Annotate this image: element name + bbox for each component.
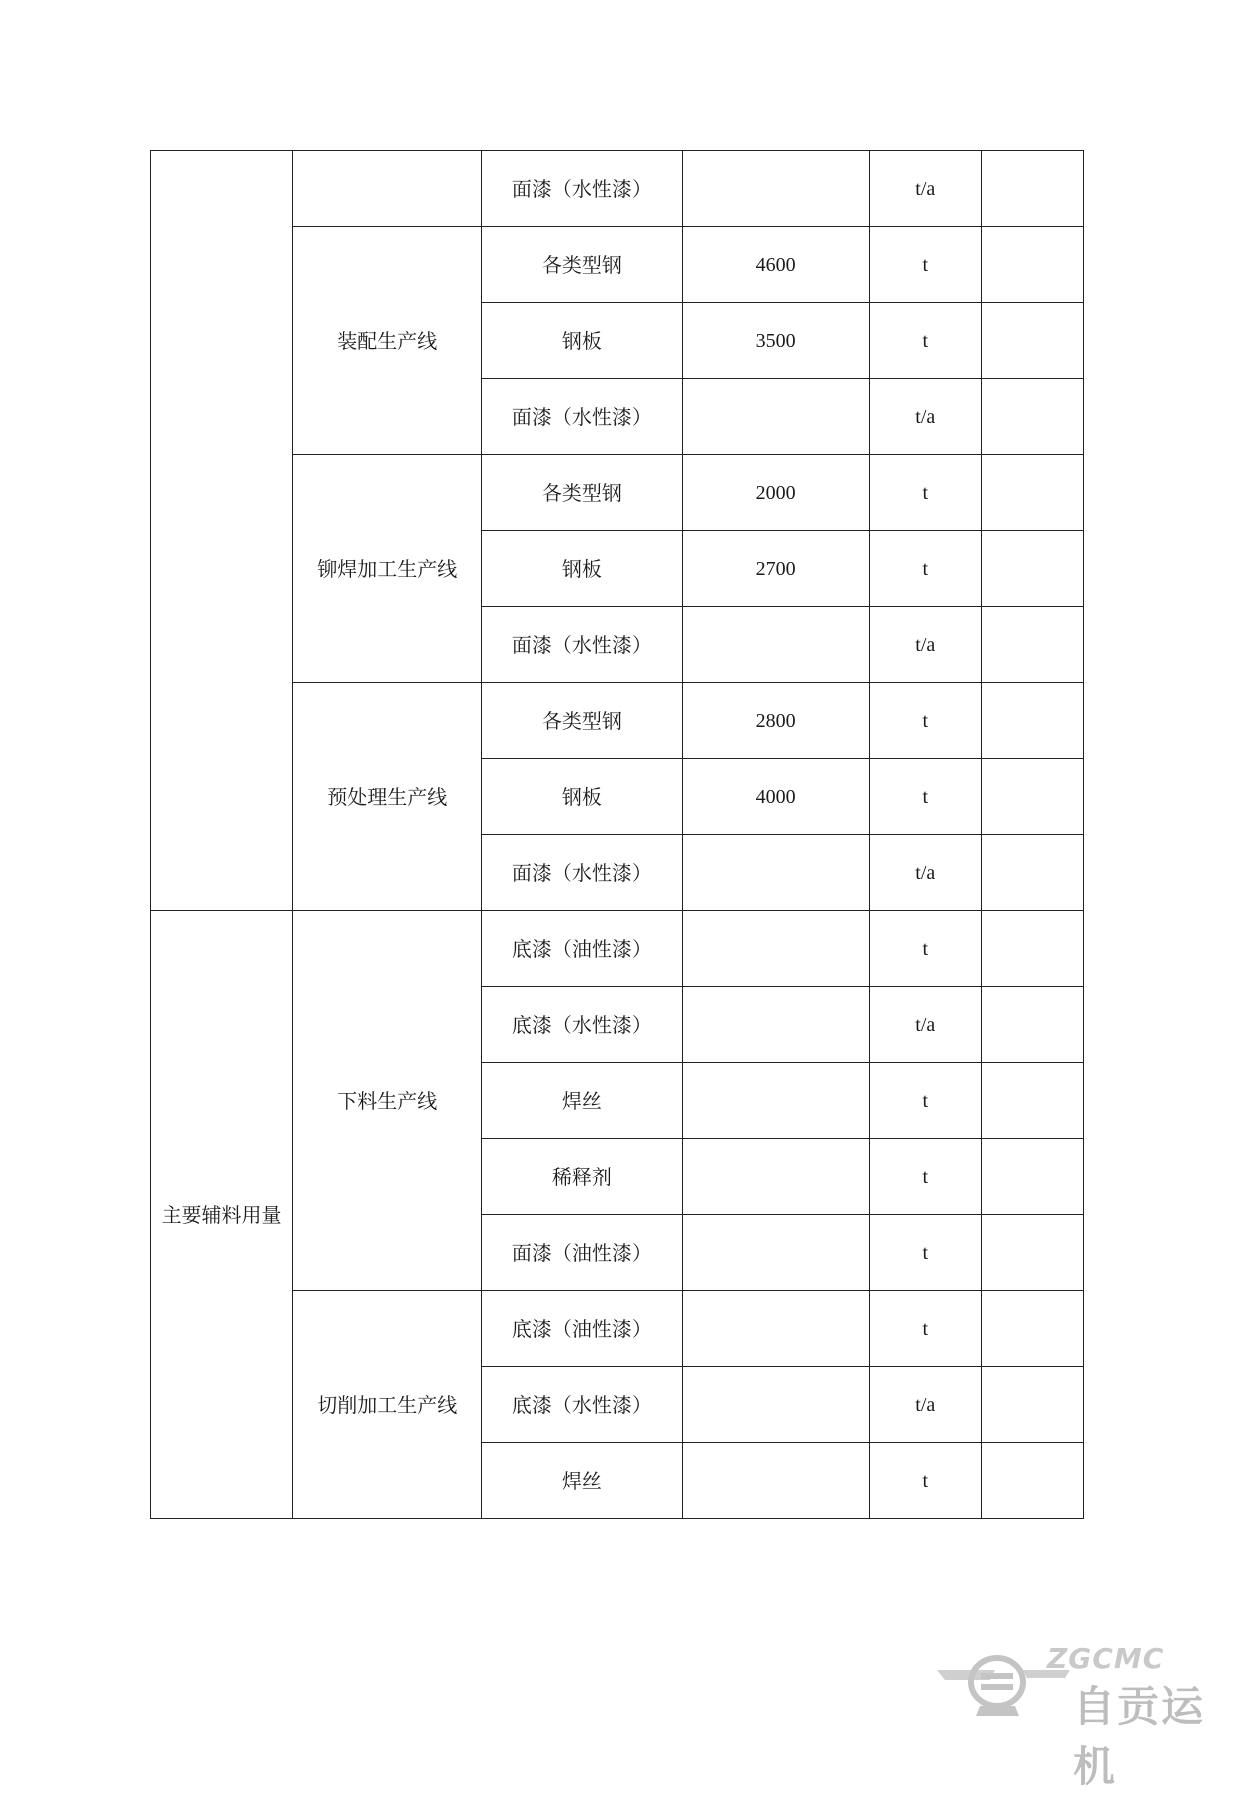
note-cell [981,1443,1083,1519]
item-cell: 焊丝 [482,1063,682,1139]
note-cell [981,1139,1083,1215]
item-cell: 钢板 [482,531,682,607]
qty-cell [682,987,869,1063]
qty-cell [682,911,869,987]
unit-cell: t/a [869,151,981,227]
note-cell [981,1291,1083,1367]
watermark-brand: ZGCMC [1047,1642,1165,1675]
qty-cell [682,1367,869,1443]
watermark [935,1640,1235,1791]
unit-cell: t/a [869,1367,981,1443]
unit-cell: t [869,303,981,379]
note-cell [981,379,1083,455]
note-cell [981,987,1083,1063]
item-cell: 焊丝 [482,1443,682,1519]
item-cell: 面漆（水性漆） [482,835,682,911]
item-cell: 钢板 [482,759,682,835]
line-cell: 切削加工生产线 [293,1291,482,1519]
item-cell: 面漆（水性漆） [482,379,682,455]
note-cell [981,1215,1083,1291]
line-cell: 装配生产线 [293,227,482,455]
qty-cell [682,1443,869,1519]
unit-cell: t [869,531,981,607]
unit-cell: t [869,1291,981,1367]
line-cell [293,151,482,227]
unit-cell: t [869,683,981,759]
unit-cell: t [869,1063,981,1139]
qty-cell: 3500 [682,303,869,379]
note-cell [981,607,1083,683]
note-cell [981,835,1083,911]
item-cell: 底漆（油性漆） [482,911,682,987]
item-cell: 底漆（水性漆） [482,1367,682,1443]
line-cell: 预处理生产线 [293,683,482,911]
unit-cell: t/a [869,379,981,455]
note-cell [981,303,1083,379]
unit-cell: t [869,911,981,987]
unit-cell: t [869,759,981,835]
item-cell: 面漆（油性漆） [482,1215,682,1291]
line-cell: 铆焊加工生产线 [293,455,482,683]
item-cell: 各类型钢 [482,683,682,759]
note-cell [981,455,1083,531]
item-cell: 各类型钢 [482,455,682,531]
note-cell [981,911,1083,987]
unit-cell: t/a [869,987,981,1063]
item-cell: 面漆（水性漆） [482,607,682,683]
table-row [151,151,1084,227]
qty-cell [682,607,869,683]
qty-cell: 2800 [682,683,869,759]
unit-cell: t [869,1139,981,1215]
item-cell: 稀释剂 [482,1139,682,1215]
item-cell: 底漆（水性漆） [482,987,682,1063]
qty-cell: 2000 [682,455,869,531]
qty-cell [682,151,869,227]
watermark-name: 自贡运机 [1073,1682,1206,1791]
materials-table [150,150,1084,1519]
item-cell: 面漆（水性漆） [482,151,682,227]
note-cell [981,151,1083,227]
qty-cell [682,835,869,911]
table-row [151,911,1084,987]
qty-cell [682,1215,869,1291]
item-cell: 各类型钢 [482,227,682,303]
qty-cell [682,1139,869,1215]
note-cell [981,1063,1083,1139]
note-cell [981,759,1083,835]
unit-cell: t [869,455,981,531]
qty-cell: 4000 [682,759,869,835]
line-cell: 下料生产线 [293,911,482,1291]
unit-cell: t/a [869,607,981,683]
qty-cell [682,379,869,455]
unit-cell: t/a [869,835,981,911]
qty-cell: 4600 [682,227,869,303]
item-cell: 底漆（油性漆） [482,1291,682,1367]
note-cell [981,1367,1083,1443]
note-cell [981,683,1083,759]
qty-cell [682,1063,869,1139]
qty-cell: 2700 [682,531,869,607]
category-cell: 主要辅料用量 [151,911,293,1519]
unit-cell: t [869,227,981,303]
category-cell [151,151,293,911]
note-cell [981,227,1083,303]
note-cell [981,531,1083,607]
unit-cell: t [869,1215,981,1291]
unit-cell: t [869,1443,981,1519]
qty-cell [682,1291,869,1367]
item-cell: 钢板 [482,303,682,379]
